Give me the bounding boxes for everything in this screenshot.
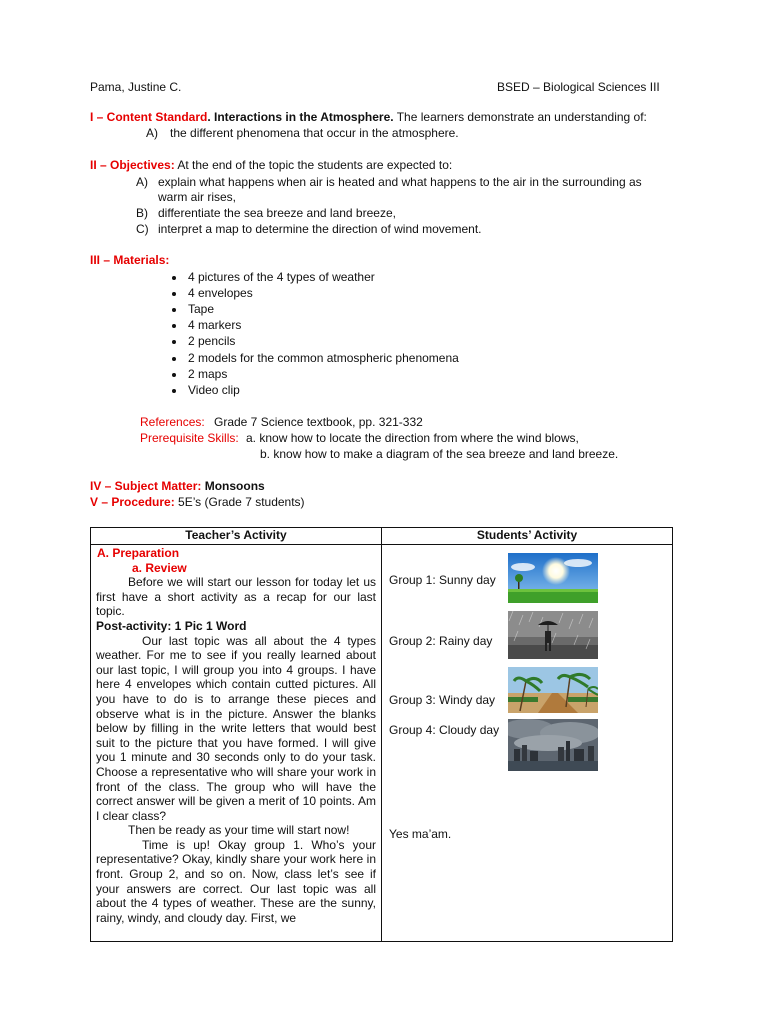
content-standard-label: I – Content Standard — [90, 110, 208, 124]
content-standard-line — [90, 110, 647, 125]
bullet-icon — [172, 340, 176, 344]
teacher-activity-header: Teacher’s Activity — [91, 528, 382, 545]
paragraph-time-up: Time is up! Okay group 1. Who’s your representative? Okay, kindly share your work here in front. Group 2, and so on. Now, class let’s see if your answers are correct. Our last topic was all about the 4 types of weather. These are the sunny, rainy, windy, and cloudy day. First, we — [96, 837, 376, 925]
material-item: Tape — [188, 302, 215, 316]
material-item: Video clip — [188, 383, 240, 397]
teacher-activity-cell — [91, 545, 382, 942]
subject-matter-label: IV – Subject Matter: — [90, 479, 202, 493]
procedure-line — [90, 495, 305, 510]
objective-c: interpret a map to determine the direction of wind movement. — [158, 222, 482, 236]
section-heading: A. Preparation — [97, 546, 180, 560]
objectives-text: At the end of the topic the students are expected to: — [174, 158, 453, 172]
objective-b: differentiate the sea breeze and land breeze, — [158, 206, 396, 220]
activity-table — [90, 527, 673, 942]
material-item: 4 pictures of the 4 types of weather — [188, 270, 375, 284]
objectives-line — [90, 158, 452, 173]
bullet-icon — [172, 292, 176, 296]
references-label: References: — [140, 415, 205, 429]
author-name: Pama, Justine C. — [90, 80, 182, 94]
group-label: Group 2: Rainy day — [389, 634, 493, 648]
material-item: 4 markers — [188, 318, 242, 332]
objective-a-line1: explain what happens when air is heated and what happens to the air in the surrounding as — [158, 175, 642, 189]
content-standard-title: . Interactions in the Atmosphere. — [207, 110, 394, 124]
material-item: 4 envelopes — [188, 286, 253, 300]
bullet-icon — [172, 308, 176, 312]
cloudy-day-photo — [508, 719, 598, 771]
objective-marker-c: C) — [136, 222, 149, 236]
group-label: Group 4: Cloudy day — [389, 723, 500, 737]
procedure-text: 5E’s (Grade 7 students) — [178, 495, 305, 509]
table-header-row — [91, 528, 673, 545]
objective-a-line2: warm air rises, — [158, 190, 237, 204]
post-activity-label: Post-activity: 1 Pic 1 Word — [96, 618, 247, 633]
paragraph-start: Then be ready as your time will start now! — [128, 823, 350, 838]
student-reply: Yes ma’am. — [389, 827, 452, 841]
windy-day-photo — [508, 667, 598, 713]
sunny-day-photo — [508, 553, 598, 603]
rainy-day-photo — [508, 611, 598, 659]
bullet-icon — [172, 276, 176, 280]
course-label: BSED – Biological Sciences III — [497, 80, 660, 94]
objective-marker-b: B) — [136, 206, 148, 220]
subject-matter-text: Monsoons — [204, 479, 265, 493]
content-standard-item-a: the different phenomena that occur in the atmosphere. — [170, 126, 459, 140]
group-label: Group 3: Windy day — [389, 693, 496, 707]
subsection-heading: a. Review — [132, 560, 187, 575]
bullet-icon — [172, 373, 176, 377]
subject-matter-line — [90, 479, 265, 494]
bullet-icon — [172, 357, 176, 361]
bullet-icon — [172, 324, 176, 328]
prerequisite-label: Prerequisite Skills: — [140, 431, 239, 445]
references-text: Grade 7 Science textbook, pp. 321-332 — [214, 415, 423, 429]
prerequisite-line1: a. know how to locate the direction from where the wind blows, — [246, 431, 579, 445]
paragraph-instructions: Our last topic was all about the 4 types weather. For me to see if you really learned about our last topic, I will group you into 4 groups. I have here 4 envelopes which contain cutted pictures. All you have to do is to arrange these pieces and observe what is in the picture. Answer the blanks below by filling in the write letters that would best suit to the picture that you have formed. I will give you 1 minute and 30 seconds only to do your task. Choose a representative who will share your work in front of the class. The group who will have the correct answer will be given a merit of 10 points. Am I clear class? — [96, 633, 376, 823]
group-label: Group 1: Sunny day — [389, 573, 496, 587]
objectives-label: II – Objectives: — [90, 158, 175, 172]
objective-marker-a: A) — [136, 175, 148, 189]
materials-label: III – Materials: — [90, 253, 170, 267]
procedure-label: V – Procedure: — [90, 495, 175, 509]
paragraph-review: Before we will start our lesson for today let us first have a short activity as a recap for our last topic. — [96, 575, 376, 619]
table-row — [91, 545, 673, 942]
students-activity-cell — [382, 545, 673, 942]
prerequisite-line2: b. know how to make a diagram of the sea breeze and land breeze. — [260, 447, 619, 461]
content-standard-text: The learners demonstrate an understanding of: — [393, 110, 647, 124]
bullet-icon — [172, 389, 176, 393]
material-item: 2 pencils — [188, 334, 236, 348]
material-item: 2 maps — [188, 367, 228, 381]
content-standard-marker-a: A) — [146, 126, 158, 140]
material-item: 2 models for the common atmospheric phenomena — [188, 351, 459, 365]
students-activity-header: Students’ Activity — [382, 528, 673, 545]
